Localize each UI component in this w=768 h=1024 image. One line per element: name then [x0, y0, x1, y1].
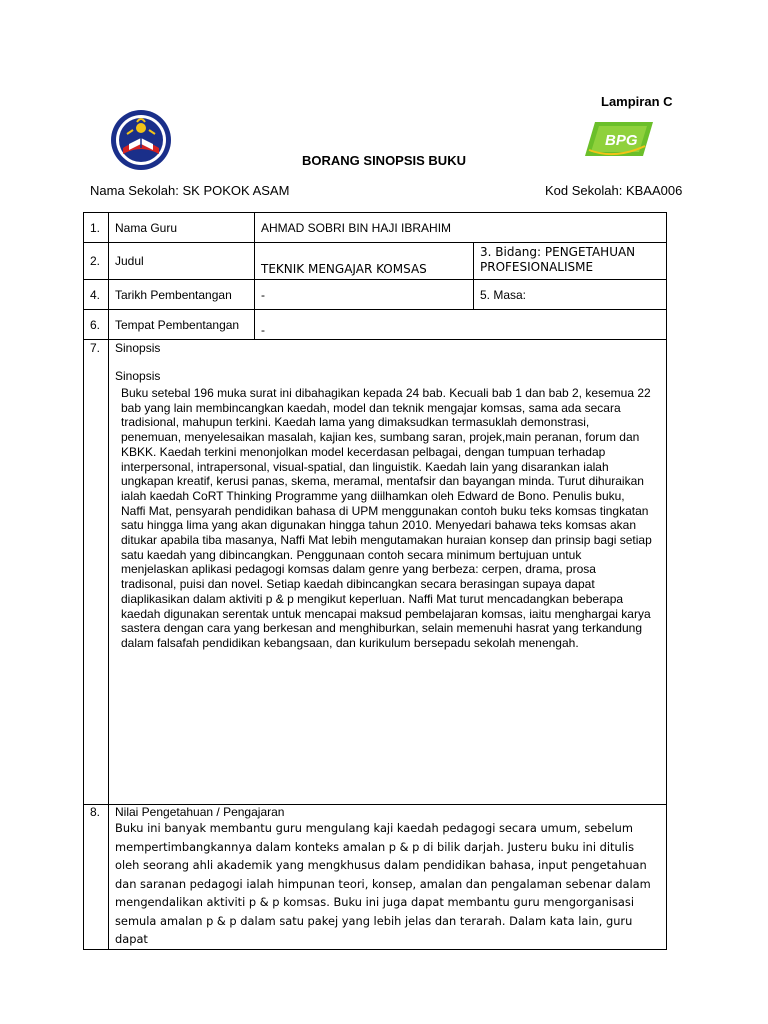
school-name: Nama Sekolah: SK POKOK ASAM	[90, 183, 290, 198]
row-tempat	[84, 310, 667, 340]
value-judul: TEKNIK MENGAJAR KOMSAS	[255, 243, 474, 280]
label-judul: Judul	[109, 243, 255, 280]
row-number: 1.	[84, 213, 109, 243]
row-number: 8.	[84, 805, 109, 950]
value-tempat: -	[255, 310, 667, 340]
nilai-heading: Nilai Pengetahuan / Pengajaran	[115, 805, 285, 819]
lampiran-label: Lampiran C	[601, 94, 673, 109]
row-judul	[84, 243, 667, 280]
label-tempat: Tempat Pembentangan	[109, 310, 255, 340]
synopsis-form-table	[83, 212, 667, 950]
row-sinopsis	[84, 340, 667, 805]
value-tarikh: -	[255, 280, 474, 310]
row-number: 6.	[84, 310, 109, 340]
row-nama-guru	[84, 213, 667, 243]
label-masa: 5. Masa:	[474, 280, 667, 310]
svg-text:BPG: BPG	[605, 132, 638, 149]
row-tarikh	[84, 280, 667, 310]
value-nama-guru: AHMAD SOBRI BIN HAJI IBRAHIM	[255, 213, 667, 243]
label-tarikh: Tarikh Pembentangan	[109, 280, 255, 310]
form-title: BORANG SINOPSIS BUKU	[302, 153, 466, 168]
row-number: 4.	[84, 280, 109, 310]
row-number: 7.	[84, 340, 109, 805]
school-code: Kod Sekolah: KBAA006	[545, 183, 683, 198]
sinopsis-text: Buku setebal 196 muka surat ini dibahagikan kepada 24 bab. Kecuali bab 1 dan bab 2, kesemua 22 bab yang lain membincangkan kaedah, model dan teknik mengajar komsas, sama ada secara tradisional, mahupun terkini. Kaedah lama yang dimaksudkan termasuklah demonstrasi, penemuan, menyelesaikan masalah, kajian kes, sumbang saran, projek,main peranan, forum dan KBKK. Kaedah terkini menonjolkan model kecerdasan pelbagai, dengan tumpuan terhadap interpersonal, intrapersonal, visual-spatial, dan linguistik. Kaedah lain yang disarankan ialah ungkapan kreatif, kerusi panas, skema, meramal, mentafsir dan bayangan minda. Turut dihuraikan ialah kaedah CoRT Thinking Programme yang diilhamkan oleh Edward de Bono. Penulis buku, Naffi Mat, pensyarah pendidikan bahasa di UPM menggunakan contoh buku teks komsas tingkatan satu hingga lima yang akan digunakan hingga tahun 2010. Menyedari bahawa teks komsas akan ditukar apabila tiba masanya, Naffi Mat lebih mengutamakan huraian konsep dan prinsip bagi setiap satu kaedah yang dibincangkan. Penggunaan contoh secara minimum bertujuan untuk menjelaskan aplikasi pedagogi komsas dalam genre yang berbeza: cerpen, drama, prosa tradisonal, puisi dan novel. Setiap kaedah dibincangkan secara berasingan supaya dapat diaplikasikan dalam aktiviti p & p mengikut keperluan. Naffi Mat turut mencadangkan beberapa kaedah digunakan serentak untuk mencapai maksud pembelajaran komsas, iaitu menghargai karya sastera dengan cara yang berkesan and menghiburkan, selain memenuhi hasrat yang terkandung dalam falsafah pendidikan kebangsaan, dan kurikulum bersepadu sekolah menengah.	[121, 386, 652, 650]
spacer	[115, 355, 660, 369]
label-nama-guru: Nama Guru	[109, 213, 255, 243]
row-number: 2.	[84, 243, 109, 280]
sinopsis-cell	[109, 340, 667, 805]
sinopsis-heading: Sinopsis	[115, 341, 161, 355]
row-nilai	[84, 805, 667, 950]
value-bidang: 3. Bidang: PENGETAHUAN PROFESIONALISME	[474, 243, 667, 280]
nilai-text: Buku ini banyak membantu guru mengulang kaji kaedah pedagogi secara umum, sebelum mempertimbangkannya dalam konteks amalan p & p di bilik darjah. Justeru buku ini ditulis oleh seorang ahli akademik yang mengkhusus dalam pendidikan bahasa, input pengetahuan dan saranan pedagogi ialah himpunan teori, konsep, amalan dan pengalaman sebenar dalam mengendalikan aktiviti p & p komsas. Buku ini juga dapat membantu guru mengorganisasi semula amalan p & p dalam satu pakej yang lebih jelas dan terarah. Dalam kata lain, guru dapat	[115, 821, 651, 946]
sinopsis-subheading: Sinopsis	[115, 369, 161, 383]
nilai-cell	[109, 805, 667, 950]
